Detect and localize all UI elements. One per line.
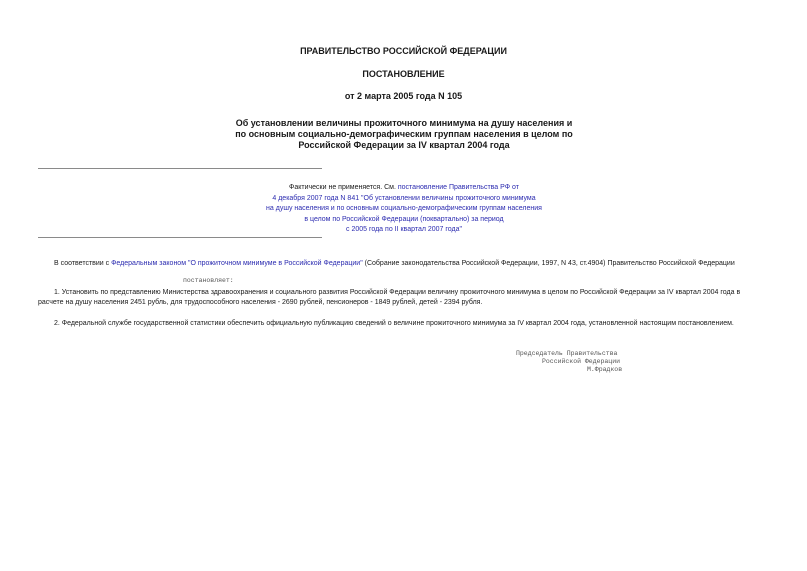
note-prefix: Фактически не применяется. См.: [289, 184, 398, 191]
document-title: [200, 118, 608, 151]
federal-law-link[interactable]: Федеральным законом "О прожиточном минимуме в Российской Федерации": [111, 260, 363, 267]
note-line-4[interactable]: в целом по Российской Федерации (поквартально) за период: [304, 215, 504, 223]
divider-top: [38, 168, 322, 169]
preamble: [54, 259, 735, 269]
applicability-note: [230, 183, 578, 236]
document-type-heading: ПОСТАНОВЛЕНИЕ: [362, 69, 445, 79]
signature-name: М.Фрадков: [587, 366, 623, 373]
preamble-prefix: В соответствии с: [54, 260, 112, 267]
government-heading: ПРАВИТЕЛЬСТВО РОССИЙСКОЙ ФЕДЕРАЦИИ: [300, 46, 507, 56]
title-line-3: Российской Федерации за IV квартал 2004 года: [298, 140, 510, 150]
note-decree-link[interactable]: постановление Правительства РФ от: [397, 184, 519, 191]
document-date-number: от 2 марта 2005 года N 105: [344, 91, 463, 101]
item-1-line-1: 1. Установить по представлению Министерства здравоохранения и социального развития Российской Федерации величину прожиточного минимума в целом по Российской Федерации за IV квартал 2004 года в: [54, 289, 741, 296]
note-line-3[interactable]: на душу населения и по основным социально-демографическим группам населения: [266, 205, 542, 212]
note-line-2[interactable]: 4 декабря 2007 года N 841 "Об установлении величины прожиточного минимума: [272, 194, 536, 202]
item-1-line-2: расчете на душу населения 2451 рубль, для трудоспособного населения - 2690 рублей, пенсионеров - 1849 рублей, детей - 2394 рубля.: [38, 299, 483, 306]
decree-word: постановляет:: [183, 277, 234, 284]
note-line-5[interactable]: с 2005 года по II квартал 2007 года": [346, 226, 462, 233]
item-2: 2. Федеральной службе государственной статистики обеспечить официальную публикацию сведений о величине прожиточного минимума за IV квартал 2004 года, установленной настоящим постановлением.: [54, 320, 734, 327]
title-line-1: Об установлении величины прожиточного минимума на душу населения и: [235, 118, 573, 128]
preamble-suffix: (Собрание законодательства Российской Федерации, 1997, N 43, ст.4904) Правительство Российской Федерации: [362, 260, 735, 267]
divider-bottom: [38, 237, 322, 238]
title-line-2: по основным социально-демографическим группам населения в целом по: [235, 129, 573, 139]
signature-title: Председатель Правительства: [516, 350, 618, 357]
signature-country: Российской Федерации: [542, 358, 621, 365]
note-line-1: [230, 183, 578, 194]
